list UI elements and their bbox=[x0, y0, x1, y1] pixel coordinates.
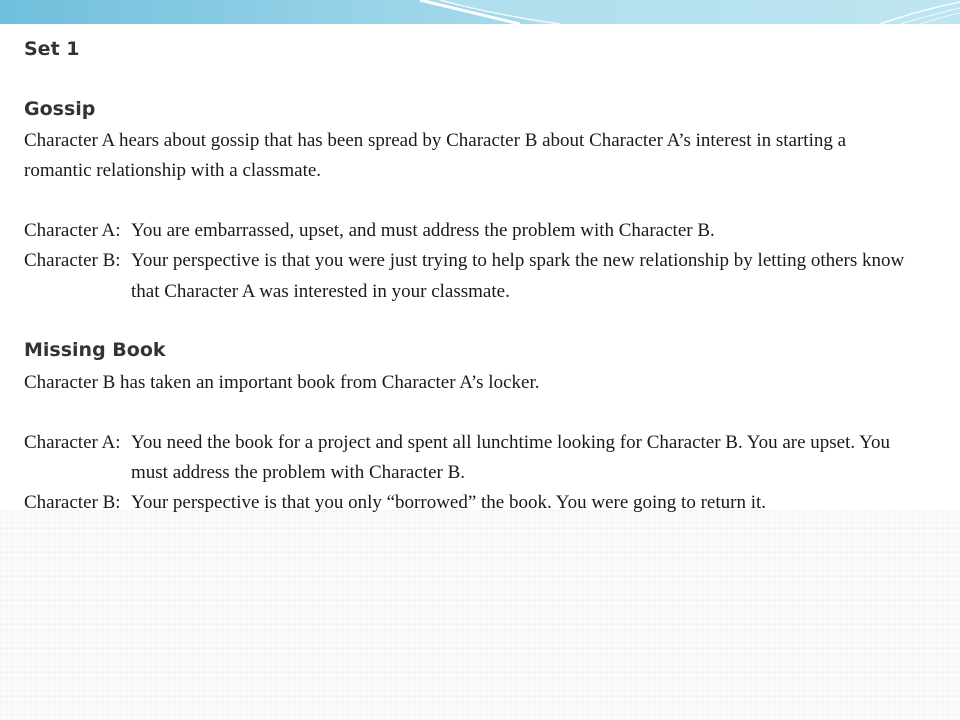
scenario-description-line: Character B has taken an important book from Character A’s locker. bbox=[24, 372, 540, 393]
role-row-character-a bbox=[24, 216, 954, 246]
role-text: Your perspective is that you only “borrowed” the book. You were going to return it. bbox=[131, 492, 766, 513]
role-row-character-b bbox=[24, 488, 954, 518]
role-row-character-a bbox=[24, 428, 954, 458]
role-name: Character B: bbox=[24, 492, 121, 513]
scenario-title-gossip: Gossip bbox=[24, 98, 96, 120]
role-text: Your perspective is that you were just trying to help spark the new relationship by letting others know bbox=[131, 250, 905, 271]
role-name: Character B: bbox=[24, 250, 121, 271]
set-title: Set 1 bbox=[24, 38, 80, 60]
role-name: Character A: bbox=[24, 220, 121, 241]
slide-background-pattern bbox=[0, 510, 960, 720]
role-row-character-b bbox=[24, 246, 954, 276]
role-text-continued: that Character A was interested in your classmate. bbox=[131, 281, 510, 302]
role-text: You are embarrassed, upset, and must address the problem with Character B. bbox=[131, 220, 715, 241]
scenario-description-line: Character A hears about gossip that has been spread by Character B about Character A’s interest in starting a bbox=[24, 130, 847, 151]
scenario-description-line: romantic relationship with a classmate. bbox=[24, 160, 322, 181]
role-name: Character A: bbox=[24, 432, 121, 453]
role-text-continued: must address the problem with Character B. bbox=[131, 462, 466, 483]
scenario-title-missing-book: Missing Book bbox=[24, 339, 166, 361]
role-text: You need the book for a project and spent all lunchtime looking for Character B. You are upset. You bbox=[131, 432, 890, 453]
top-decorative-band bbox=[0, 0, 960, 24]
